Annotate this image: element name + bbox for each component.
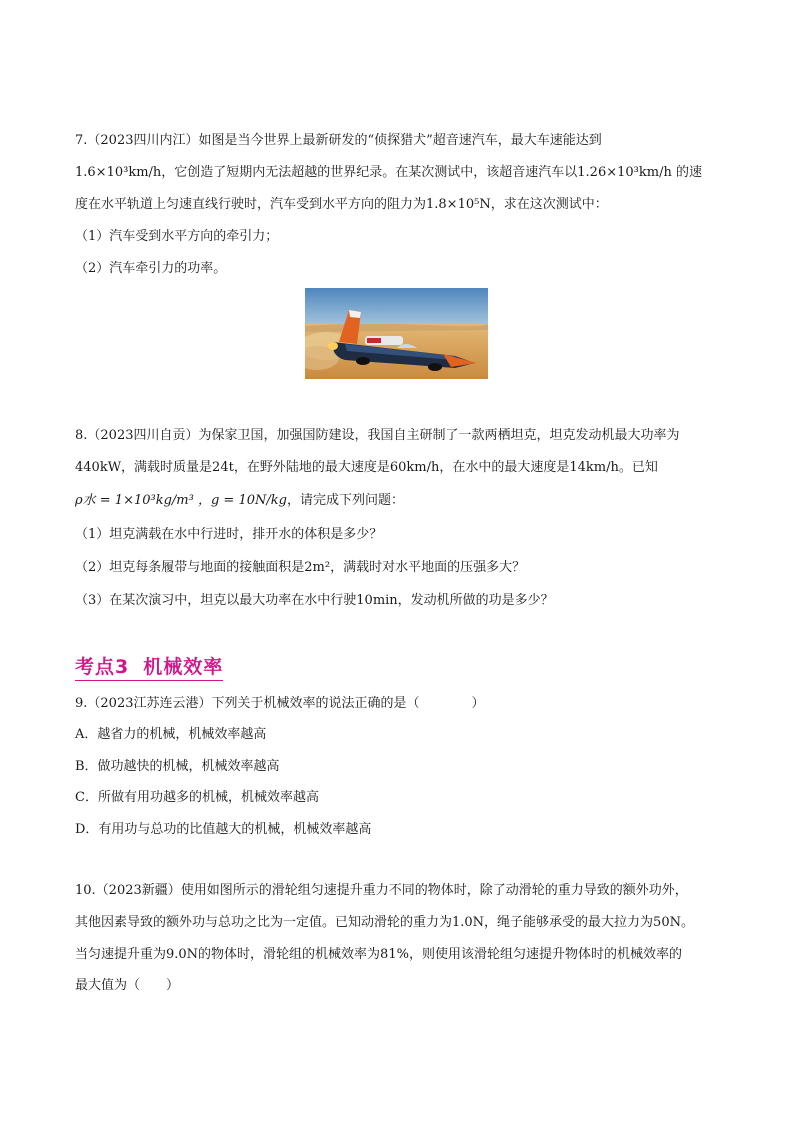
q8-formula: ρ水 = 1×10³kg/m³ ，g = 10N/kg [75, 493, 287, 508]
q8-line3 [75, 492, 725, 510]
q9-option-d: D．有用功与总功的比值越大的机械，机械效率越高 [75, 822, 372, 837]
supersonic-car-photo [305, 288, 488, 379]
q8-sub2: （2）坦克每条履带与地面的接触面积是2m²，满载时对水平地面的压强多大？ [75, 560, 526, 575]
q7-sub1: （1）汽车受到水平方向的牵引力； [75, 229, 279, 244]
q9-option-b: B．做功越快的机械，机械效率越高 [75, 759, 280, 774]
q8-sub1: （1）坦克满载在水中行进时，排开水的体积是多少？ [75, 527, 383, 542]
supersonic-car-icon [305, 288, 488, 379]
q9-stem: 9.（2023江苏连云港）下列关于机械效率的说法正确的是（ ） [75, 696, 485, 711]
q10-line4: 最大值为（ ） [75, 978, 180, 993]
section-heading [75, 652, 223, 681]
q10-line1: 10.（2023新疆）使用如图所示的滑轮组匀速提升重力不同的物体时，除了动滑轮的重力导致的额外功外， [75, 883, 688, 898]
section-number: 考点3 [75, 656, 130, 678]
q8-sub3: （3）在某次演习中，坦克以最大功率在水中行驶10min，发动机所做的功是多少？ [75, 593, 554, 608]
q10-line2: 其他因素导致的额外功与总功之比为一定值。已知动滑轮的重力为1.0N，绳子能够承受的最大拉力为50N。 [75, 915, 694, 930]
q10-line3: 当匀速提升重为9.0N的物体时，滑轮组的机械效率为81%，则使用该滑轮组匀速提升物体时的机械效率的 [75, 947, 682, 962]
q7-line3: 度在水平轨道上匀速直线行驶时，汽车受到水平方向的阻力为1.8×10⁵N，求在这次测试中： [75, 197, 608, 212]
section-title: 机械效率 [143, 656, 224, 678]
q8-line3-text: ，请完成下列问题： [286, 493, 404, 508]
q7-line2: 1.6×10³km/h，它创造了短期内无法超越的世界纪录。在某次测试中，该超音速汽车以1.26×10³km/h 的速 [75, 165, 702, 180]
q8-line2: 440kW，满载时质量是24t，在野外陆地的最大速度是60km/h，在水中的最大速度是14km/h。已知 [75, 460, 658, 475]
q7-line1: 7.（2023四川内江）如图是当今世界上最新研发的“侦探猎犬”超音速汽车，最大车速能达到 [75, 133, 602, 148]
q7-sub2: （2）汽车牵引力的功率。 [75, 261, 227, 276]
q9-option-c: C．所做有用功越多的机械，机械效率越高 [75, 790, 319, 805]
q9-option-a: A．越省力的机械，机械效率越高 [75, 727, 267, 742]
q8-line1: 8.（2023四川自贡）为保家卫国，加强国防建设，我国自主研制了一款两栖坦克，坦克发动机最大功率为 [75, 428, 680, 443]
